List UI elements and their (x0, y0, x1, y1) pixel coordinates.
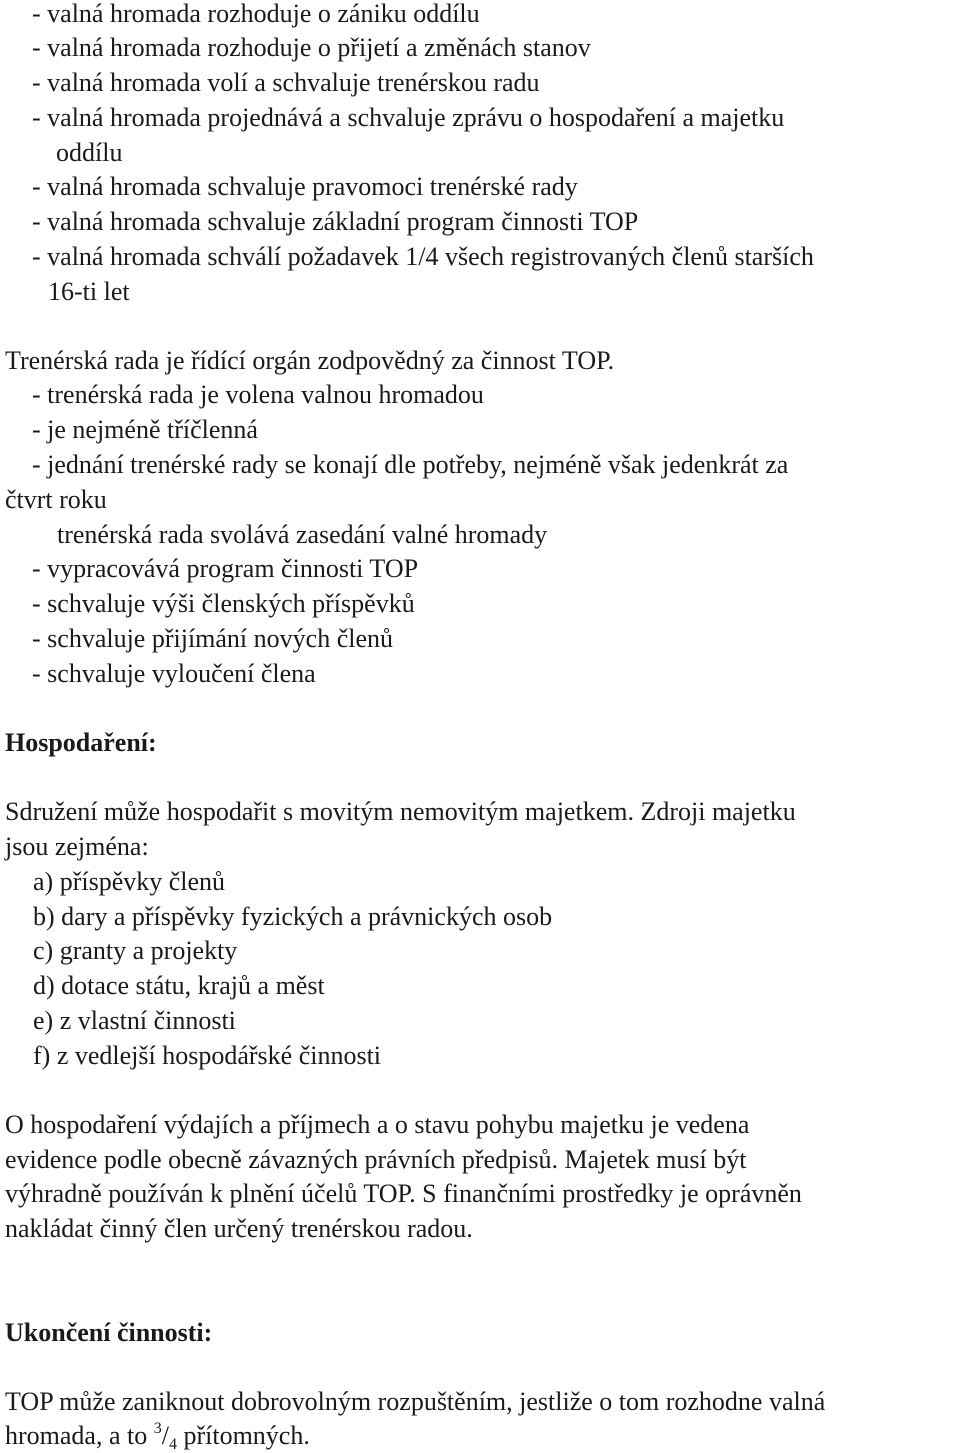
text-fragment: přítomných. (176, 1421, 310, 1450)
fraction-numerator: 3 (153, 1420, 162, 1437)
list-item: - schvaluje přijímání nových členů (32, 624, 394, 653)
fraction-denominator: 4 (168, 1436, 177, 1453)
list-item: c) granty a projekty (33, 936, 238, 965)
paragraph-line: O hospodaření výdajích a příjmech a o stavu pohybu majetku je vedena (5, 1110, 750, 1139)
list-item: - valná hromada volí a schvaluje trenérskou radu (32, 68, 540, 97)
list-item: f) z vedlejší hospodářské činnosti (33, 1041, 382, 1070)
list-item: d) dotace státu, krajů a měst (33, 971, 325, 1000)
text-fragment: hromada, a to (5, 1421, 154, 1450)
paragraph-line: Sdružení může hospodařit s movitým nemovitým majetkem. Zdroji majetku (5, 797, 796, 826)
paragraph-line: jsou zejména: (5, 832, 149, 861)
list-item: - valná hromada rozhoduje o zániku oddílu (32, 0, 480, 28)
paragraph: Trenérská rada je řídící orgán zodpovědný za činnost TOP. (5, 346, 615, 375)
list-item: - schvaluje vyloučení člena (32, 659, 316, 688)
list-item: - valná hromada schvaluje základní program činnosti TOP (32, 207, 639, 236)
list-item: - trenérská rada je volena valnou hromadou (32, 380, 484, 409)
fraction-slash: / (161, 1421, 169, 1450)
paragraph-line: TOP může zaniknout dobrovolným rozpuštěním, jestliže o tom rozhodne valná (5, 1387, 826, 1416)
paragraph-line: výhradně používán k plnění účelů TOP. S finančními prostředky je oprávněn (5, 1179, 802, 1208)
list-item: - valná hromada projednává a schvaluje zprávu o hospodaření a majetku (32, 103, 785, 132)
list-item: - schvaluje výši členských příspěvků (32, 589, 415, 618)
paragraph-line (5, 1420, 310, 1452)
list-item: e) z vlastní činnosti (33, 1006, 236, 1035)
list-item: - je nejméně tříčlenná (32, 415, 258, 444)
list-item: trenérská rada svolává zasedání valné hromady (57, 520, 548, 549)
paragraph-line: nakládat činný člen určený trenérskou radou. (5, 1214, 473, 1243)
section-heading: Ukončení činnosti: (5, 1318, 213, 1347)
list-item-continuation: čtvrt roku (5, 485, 107, 514)
list-item-continuation: oddílu (56, 138, 123, 167)
list-item: - valná hromada schvaluje pravomoci trenérské rady (32, 172, 578, 201)
list-item: a) příspěvky členů (33, 867, 226, 896)
list-item-continuation: 16-ti let (48, 277, 130, 306)
list-item: b) dary a příspěvky fyzických a právnických osob (33, 902, 553, 931)
section-heading: Hospodaření: (5, 728, 157, 757)
list-item: - valná hromada rozhoduje o přijetí a změnách stanov (32, 33, 591, 62)
list-item: - valná hromada schválí požadavek 1/4 všech registrovaných členů starších (32, 242, 814, 271)
list-item: - vypracovává program činnosti TOP (32, 554, 419, 583)
list-item: - jednání trenérské rady se konají dle potřeby, nejméně však jedenkrát za (32, 450, 789, 479)
paragraph-line: evidence podle obecně závazných právních předpisů. Majetek musí být (5, 1145, 747, 1174)
